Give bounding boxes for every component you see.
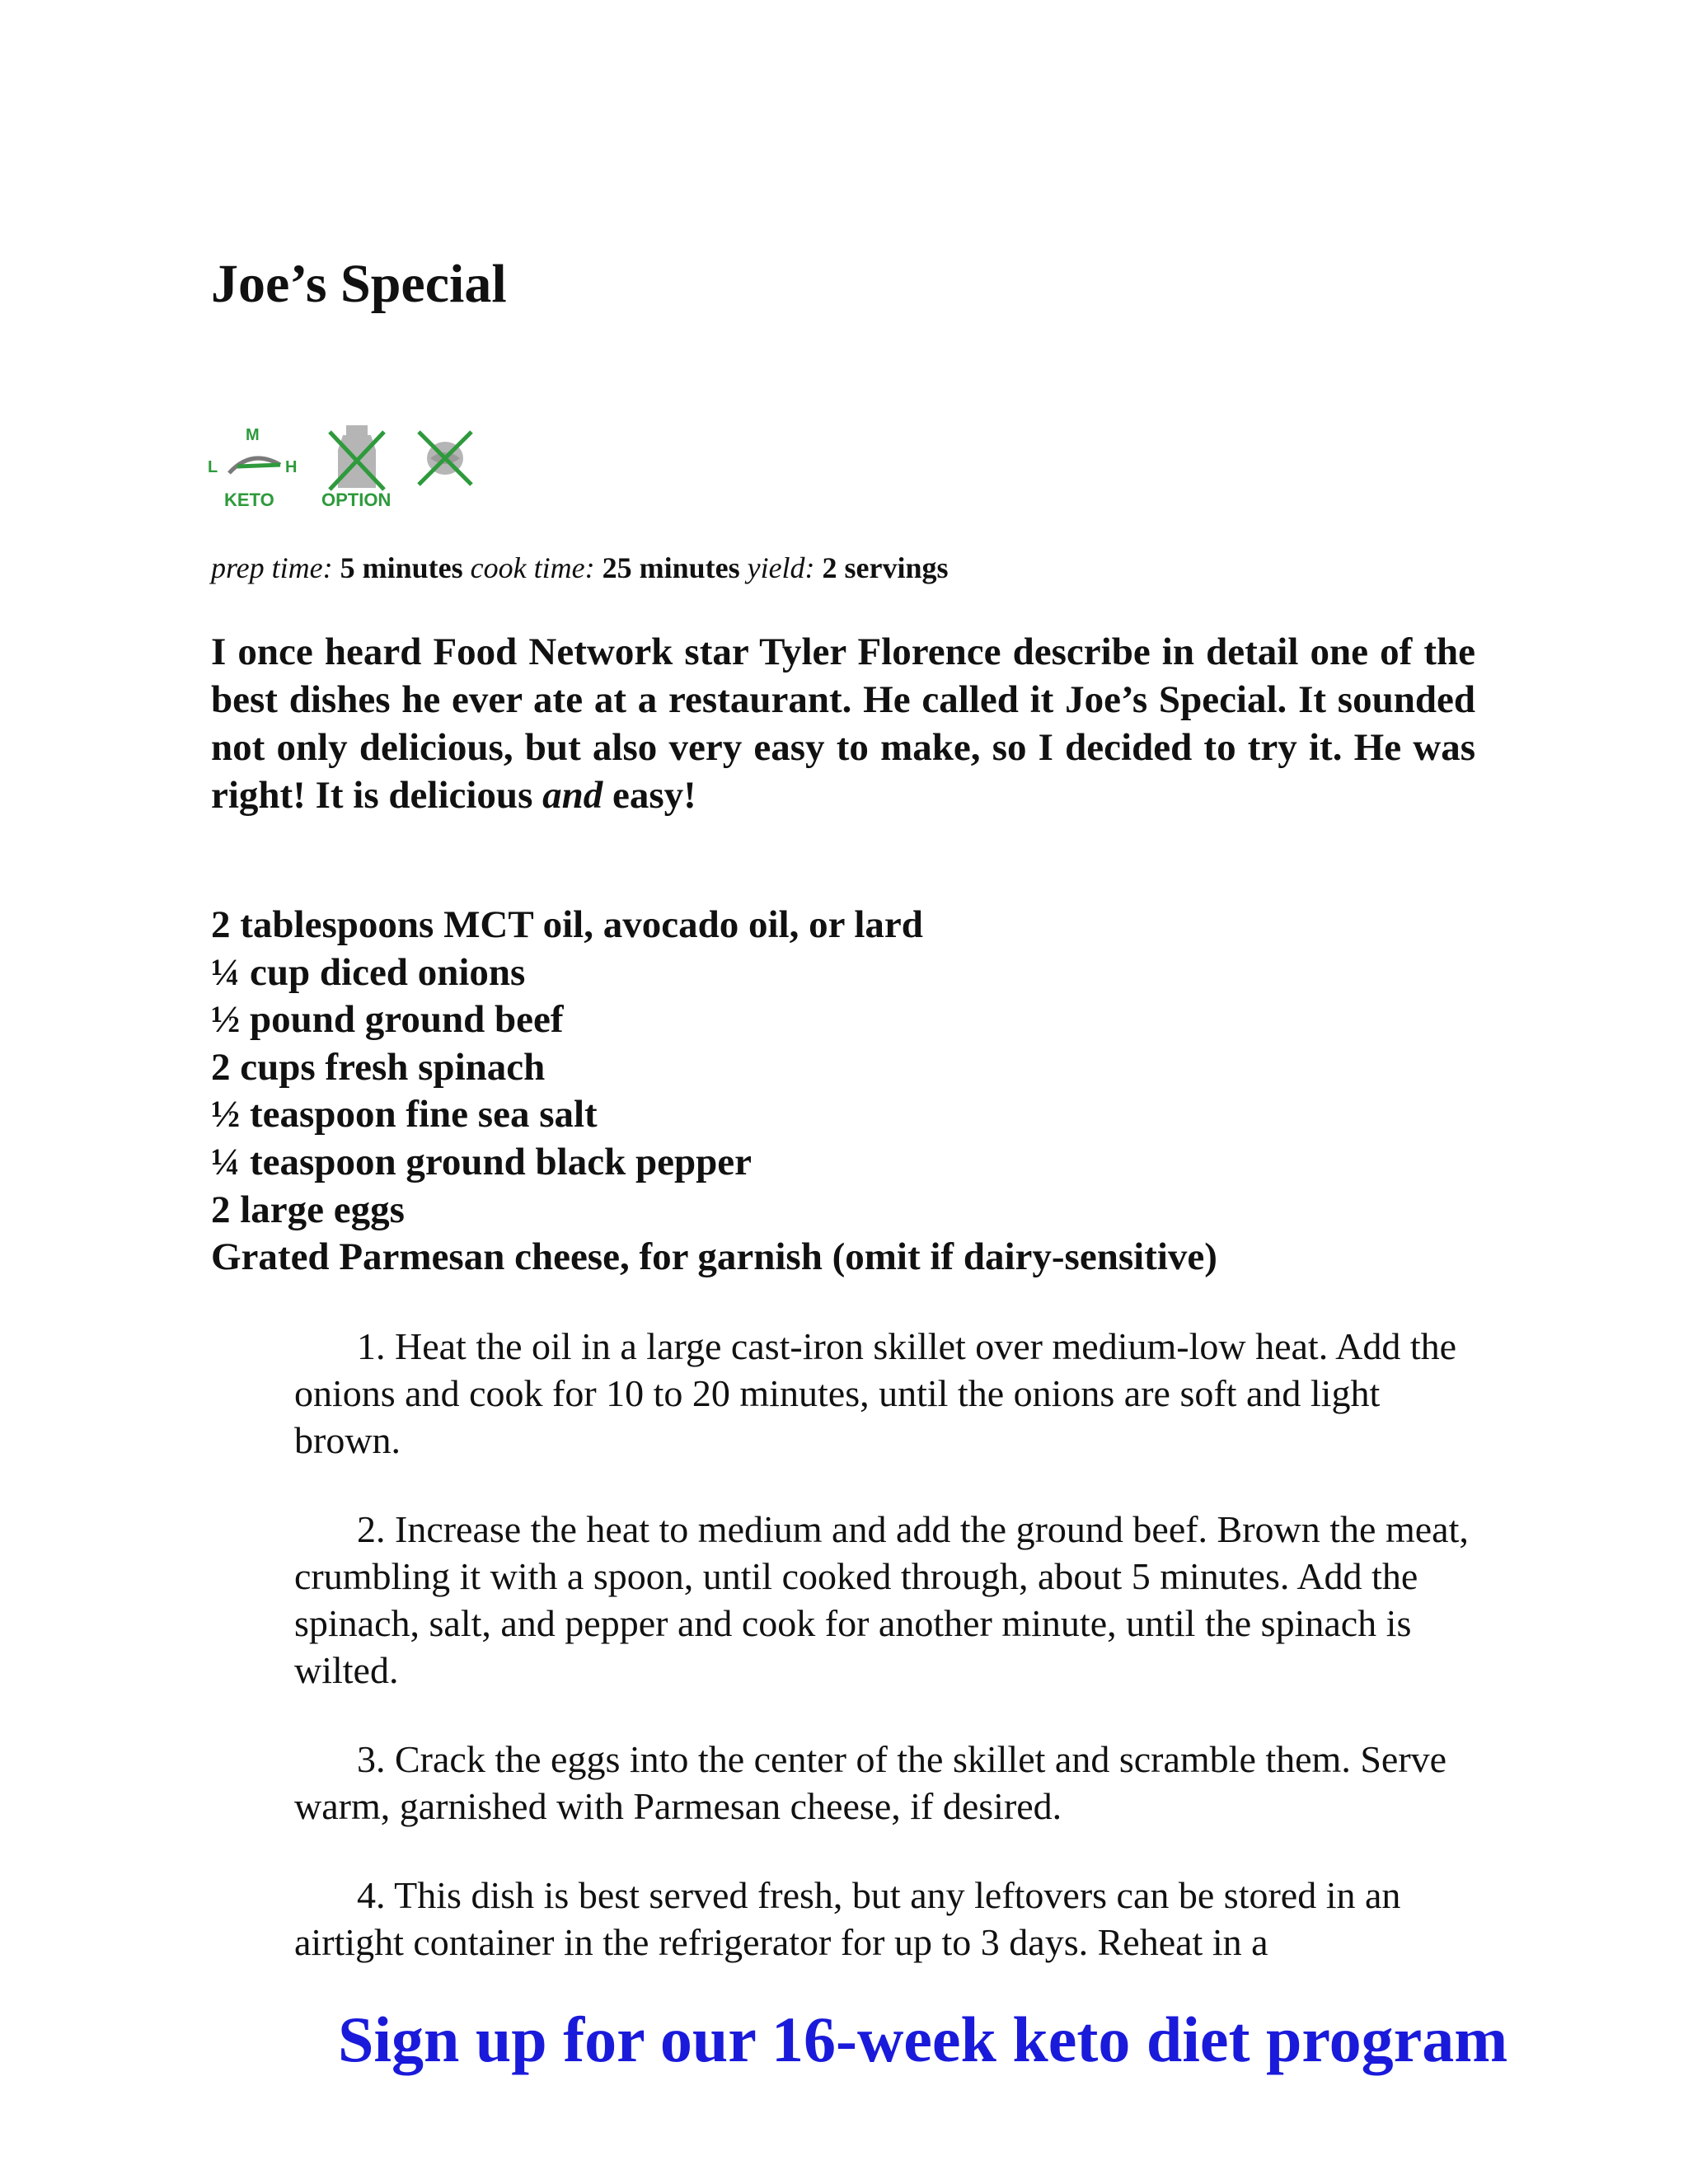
ingredient-item: 2 tablespoons MCT oil, avocado oil, or lard [211, 903, 923, 946]
diet-badges [206, 422, 478, 513]
instruction-step: 2. Increase the heat to medium and add the ground beef. Brown the meat, crumbling it with a spoon, until cooked through, about 5 minutes. Add the spinach, salt, and pepper and cook for another minute, until the spinach is wilted. [294, 1508, 1469, 1691]
scale-letter-l: L [208, 458, 218, 476]
ingredient-item: 2 large eggs [211, 1188, 405, 1231]
intro-text: I once heard Food Network star Tyler Florence describe in detail one of the best dishes he ever ate at a restaurant. He called it Joe’s Special. It sounded not only delicious, but also very easy to make, so I decided to try it. He was right! It is delicious [211, 630, 1475, 817]
recipe-meta [211, 551, 949, 586]
cook-time-label: cook time: [470, 551, 595, 584]
nut-free-crossed-icon [412, 422, 478, 513]
instruction-step: 4. This dish is best served fresh, but any leftovers can be stored in an airtight container in the refrigerator for up to 3 days. Reheat in a [294, 1874, 1401, 1963]
scale-letter-m: M [246, 426, 260, 444]
ingredient-item: 2 cups fresh spinach [211, 1045, 546, 1089]
prep-time-value: 5 minutes [340, 551, 463, 584]
option-label: OPTION [321, 490, 392, 510]
prep-time-label: prep time: [211, 551, 333, 584]
instruction-step: 3. Crack the eggs into the center of the skillet and scramble them. Serve warm, garnished with Parmesan cheese, if desired. [294, 1738, 1447, 1827]
keto-scale-icon [206, 422, 303, 513]
ingredient-list [211, 902, 1217, 1282]
dairy-option-crossed-icon [318, 422, 397, 513]
recipe-title: Joe’s Special [211, 254, 507, 314]
scale-letter-h: H [285, 458, 298, 476]
instruction-step: 1. Heat the oil in a large cast-iron skillet over medium-low heat. Add the onions and cook for 10 to 20 minutes, until the onions are soft and light brown. [294, 1325, 1457, 1461]
ingredient-item: Grated Parmesan cheese, for garnish (omit if dairy-sensitive) [211, 1235, 1217, 1279]
cook-time-value: 25 minutes [602, 551, 740, 584]
ingredient-item: ½ pound ground beef [211, 998, 564, 1042]
instruction-steps [294, 1323, 1481, 2008]
intro-emphasis: and [542, 774, 603, 817]
keto-label: KETO [224, 490, 274, 510]
ingredient-item: ¼ cup diced onions [211, 950, 526, 994]
ingredient-item: ½ teaspoon fine sea salt [211, 1093, 598, 1137]
ingredient-item: ¼ teaspoon ground black pepper [211, 1140, 752, 1183]
recipe-intro [211, 628, 1475, 819]
yield-label: yield: [747, 551, 815, 584]
keto-program-signup-link[interactable]: Sign up for our 16-week keto diet program [338, 2004, 1508, 2075]
yield-value: 2 servings [822, 551, 949, 584]
intro-text-end: easy! [603, 774, 696, 817]
